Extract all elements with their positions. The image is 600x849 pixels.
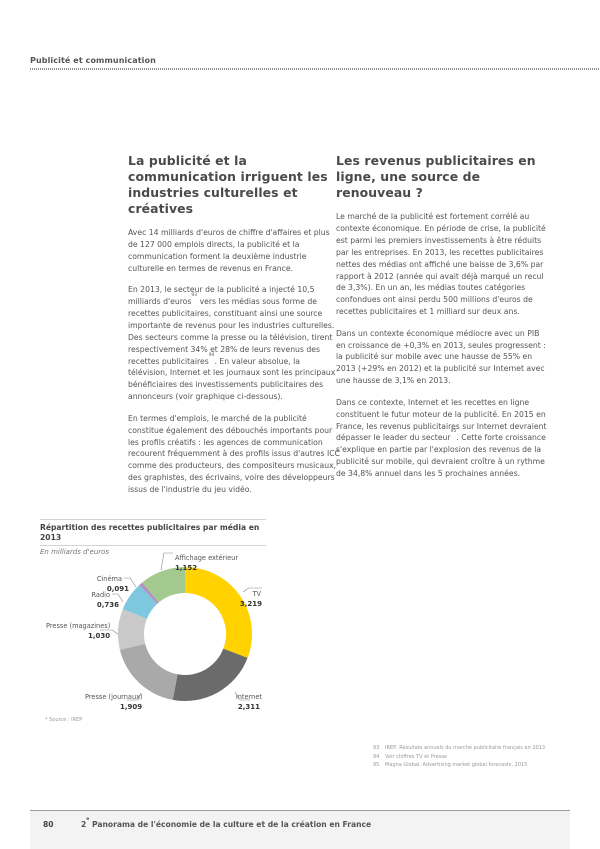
footnote-94: 94 Voir chiffres TV et Presse: [373, 753, 448, 760]
legend-label: TV: [252, 590, 261, 598]
legend-label: Affichage extérieur: [175, 554, 239, 562]
footnote-95: 95 Magna Global, Advertising market global forecasts, 2015: [373, 762, 528, 768]
paragraph-internet: Dans ce contexte, Internet et les recettes en ligne constituent le futur moteur de la publicité. En 2015 en France, les revenus publicitaires sur Internet devraient dépasser le leader du secteur$^{95}$. Cette forte croissance s'explique en partie par l'explosion des revenus de la publicité sur mobile, qui devraient croître à un rythme de 34,8% annuel dans les 5 prochaines années.: [336, 397, 547, 479]
paragraph-contexte: Dans un contexte économique médiocre avec un PIB en croissance de +0,3% en 2013, seules progressent : la publicité sur mobile avec une hausse de 55% en 2013 (+29% en 2012) et la publicité sur Internet avec une hausse de 3,1% en 2013.: [336, 328, 546, 386]
footnote-ref-94[interactable]: 94: [208, 352, 215, 358]
left-heading: La publicité et la communication irriguent les industries culturelles et créatives: [128, 153, 328, 216]
donut-chart: [40, 550, 280, 715]
value-label: 3,219: [239, 600, 262, 608]
legend-label: Presse (magazines): [46, 622, 111, 630]
value-label: 1,909: [120, 703, 143, 711]
right-heading: Les revenus publicitaires en ligne, une source de renouveau ?: [336, 153, 536, 200]
value-label: 0,091: [106, 585, 129, 593]
paragraph-marche: Le marché de la publicité est fortement corrélé au contexte économique. En période de crise, la publicité est parmi les premiers investissements à être réduits par les entreprises. En 2013, les recettes publicitaires nettes des médias ont affiché une baisse de 3,6% par rapport à 2012 (année qui avait déjà marqué un recul de 3,3%). En un an, les médias toutes catégories confondues ont ainsi perdu 500 millions d'euros de recettes publicitaires et 1 milliard sur deux ans.: [336, 212, 546, 317]
publication-title: 2e Panorama de l'économie de la culture et de la création en France: [81, 817, 372, 829]
footnotes: [373, 745, 553, 771]
legend-label: Radio: [91, 591, 110, 599]
value-label: 1,152: [175, 564, 198, 572]
dotted-divider: [30, 68, 600, 70]
legend-label: Presse (journaux): [85, 693, 143, 701]
page-footer: [30, 810, 570, 849]
value-label: 1,030: [88, 632, 111, 640]
left-column: [128, 153, 340, 506]
donut-segment-tv: [185, 567, 252, 658]
legend-label: Cinéma: [96, 575, 122, 583]
paragraph-emplois: En termes d'emplois, le marché de la publicité constitue également des débouchés importants pour les profils créatifs : les agences de communication recourent fréquemment à des profils issus d'autres ICC comme des producteurs, des compositeurs musicaux, des graphistes, des écrivains, voire des développeurs issus de l'industrie du jeu vidéo.: [128, 413, 340, 495]
leader-line: [161, 553, 173, 570]
chart-title: Répartition des recettes publicitaires par média en 2013: [40, 519, 266, 546]
value-label: 2,311: [237, 703, 260, 711]
footnote-ref-93[interactable]: 93: [191, 293, 198, 299]
chart-source: * Source : IREP: [45, 717, 83, 723]
paragraph-2013: En 2013, le secteur de la publicité a injecté 10,5 milliards d'euros$^{93}$ vers les médias sous forme de recettes publicitaires, constituant ainsi une source importante de revenus pour les industries culturelles. Des secteurs comme la presse ou la télévision, tirent respectivement 34% et 28% de leurs revenus des recettes publicitaires$^{94}$. En valeur absolue, la télévision, Internet et les journaux sont les principaux bénéficiaires des investissements publicitaires des annonceurs (voir graphique ci-dessous).: [128, 285, 336, 402]
section-title: Publicité et communication: [30, 56, 156, 65]
page-number: 80: [43, 820, 54, 829]
chart-subtitle: En milliards d'euros: [40, 548, 110, 556]
footnote-ref-95[interactable]: 95: [450, 429, 457, 435]
footnote-93: 93 IREP, Résultats annuels du marché publicitaire français en 2013: [373, 745, 546, 751]
right-column: [336, 153, 550, 490]
running-header: [30, 56, 600, 70]
value-label: 0,736: [96, 601, 119, 609]
legend-label: Internet: [235, 693, 262, 701]
donut-segment-presse-journaux: [120, 644, 178, 700]
paragraph-intro: Avec 14 milliards d'euros de chiffre d'affaires et plus de 127 000 emplois directs, la publicité et la communication forment la deuxième industrie culturelle en termes de revenus en France.: [128, 228, 330, 273]
